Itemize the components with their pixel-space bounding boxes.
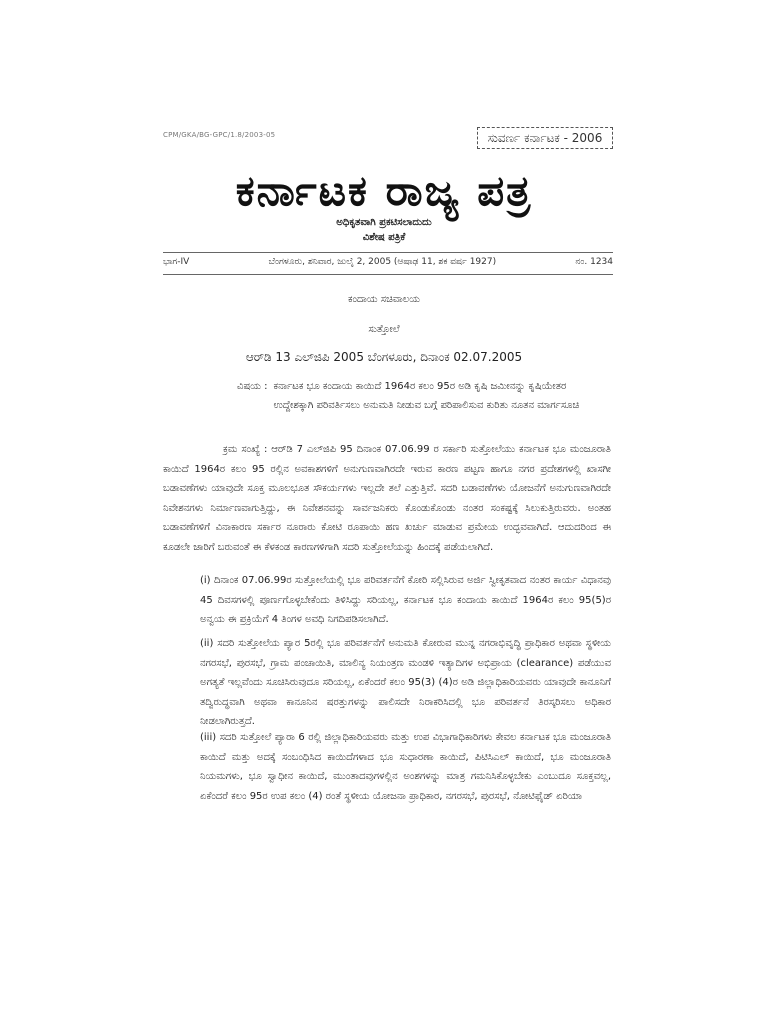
subject [237,377,607,415]
divider [163,274,613,275]
order-number: ಆರ್‌ಡಿ 13 ಎಲ್‌ಜಿಪಿ 2005 ಬೆಂಗಳೂರು, ದಿನಾಂಕ 02.07.2005 [245,350,523,364]
paragraph: ಕ್ರಮ ಸಂಖ್ಯೆ : ಆರ್‌ಡಿ 7 ಎಲ್‌ಜಿಪಿ 95 ದಿನಾಂಕ 07.06.99 ರ ಸರ್ಕಾರಿ ಸುತ್ತೋಲೆಯು ಕರ್ನಾಟಕ ಭೂ ಮಂಜೂರಾತಿ ಕಾಯಿದೆ 1964ರ ಕಲಂ 95 ರಲ್ಲಿನ ಅವಕಾಶಗಳಿಗೆ ಅನುಗುಣವಾಗಿರದೇ ಇರುವ ಕಾರಣ ಪಟ್ಟಣ ಹಾಗೂ ನಗರ ಪ್ರದೇಶಗಳಲ್ಲಿ ಖಾಸಗೀ ಬಡಾವಣೆಗಳು ಯಾವುದೇ ಸೂಕ್ತ ಮೂಲಭೂತ ಸೌಕರ್ಯಗಳು ಇಲ್ಲದೇ ತಲೆ ಎತ್ತುತ್ತಿವೆ. ಸದರಿ ಬಡಾವಣೆಗಳು ಯೋಜನೆಗೆ ಅನುಗುಣವಾಗಿರದೇ ನಿವೇಶನಗಳು ನಿರ್ಮಾಣವಾಗುತ್ತಿದ್ದು, ಈ ನಿವೇಶನವನ್ನು ಸಾರ್ವಜನಿಕರು ಕೊಂಡುಕೊಂಡು ನಂತರ ಸಂಕಷ್ಟಕ್ಕೆ ಸಿಲುಕುತ್ತಿರುವರು. ಅಂತಹ ಬಡಾವಣೆಗಳಿಗೆ ವಿನಾಕಾರಣ ಸರ್ಕಾರ ನೂರಾರು ಕೋಟಿ ರೂಪಾಯಿ ಹಣ ಖರ್ಚು ಮಾಡುವ ಪ್ರಮೇಯ ಉದ್ಭವವಾಗಿದೆ. ಆದುದರಿಂದ ಈ ಕೂಡಲೇ ಜಾರಿಗೆ ಬರುವಂತೆ ಈ ಕೆಳಕಂಡ ಕಾರಣಗಳಿಗಾಗಿ ಸದರಿ ಸುತ್ತೋಲೆಯನ್ನು ಹಿಂದಕ್ಕೆ ಪಡೆಯಲಾಗಿದೆ. [163,444,611,553]
gazette-subtitle: ಅಧಿಕೃತವಾಗಿ ಪ್ರಕಟಿಸಲಾದುದು [336,217,432,228]
notification-heading: ಸುತ್ತೋಲೆ [368,324,400,335]
paragraph-ii: (ii) ಸದರಿ ಸುತ್ತೋಲೆಯ ಪ್ಯಾರ 5ರಲ್ಲಿ ಭೂ ಪರಿವರ್ತನೆಗೆ ಅನುಮತಿ ಕೋರುವ ಮುನ್ನ ನಗರಾಭಿವೃದ್ಧಿ ಪ್ರಾಧಿಕಾರ ಅಥವಾ ಸ್ಥಳೀಯ ನಗರಸಭೆ, ಪುರಸಭೆ, ಗ್ರಾಮ ಪಂಚಾಯಿತಿ, ಮಾಲಿನ್ಯ ನಿಯಂತ್ರಣ ಮಂಡಳಿ ಇತ್ಯಾದಿಗಳ ಅಭಿಪ್ರಾಯ (clearance) ಪಡೆಯುವ ಅಗತ್ಯತೆ ಇಲ್ಲವೆಂದು ಸೂಚಿಸಿರುವುದೂ ಸರಿಯಲ್ಲ, ಏಕೆಂದರೆ ಕಲಂ 95(3) (4)ರ ಅಡಿ ಜಿಲ್ಲಾಧಿಕಾರಿಯವರು ಯಾವುದೇ ಕಾನೂನಿಗೆ ತದ್ವಿರುದ್ಧವಾಗಿ ಅಥವಾ ಕಾನೂನಿನ ಷರತ್ತುಗಳನ್ನು ಪಾಲಿಸದೇ ನಿರಾಕರಿಸಿದಲ್ಲಿ ಭೂ ಪರಿವರ್ತನೆ ತಿರಸ್ಕರಿಸಲು ಅಧಿಕಾರ ನೀಡಲಾಗಿರುತ್ತದೆ. [200,638,611,727]
reference-code: CPM/GKA/BG-GPC/1.8/2003-05 [163,131,276,139]
department: ಕಂದಾಯ ಸಚಿವಾಲಯ [348,294,420,305]
divider [163,252,613,253]
issue-meta [163,257,613,267]
paragraph-i: (i) ದಿನಾಂಕ 07.06.99ರ ಸುತ್ತೋಲೆಯಲ್ಲಿ ಭೂ ಪರಿವರ್ತನೆಗೆ ಕೋರಿ ಸಲ್ಲಿಸಿರುವ ಅರ್ಜಿ ಸ್ವೀಕೃತವಾದ ನಂತರ ಕಾರ್ಯ ವಿಧಾನವು 45 ದಿವಸಗಳಲ್ಲಿ ಪೂರ್ಣಗೊಳ್ಳಬೇಕೆಂದು ತಿಳಿಸಿದ್ದು ಸರಿಯಲ್ಲ, ಕರ್ನಾಟಕ ಭೂ ಕಂದಾಯ ಕಾಯಿದೆ 1964ರ ಕಲಂ 95(5)ರ ಅನ್ವಯ ಈ ಪ್ರಕ್ರಿಯೆಗೆ 4 ತಿಂಗಳ ಅವಧಿ ನಿಗದಿಪಡಿಸಲಾಗಿದೆ. [200,575,611,625]
issue-number: ನಂ. 1234 [575,257,613,267]
gazette-edition: ವಿಶೇಷ ಪತ್ರಿಕೆ [362,232,406,243]
subject-label: ವಿಷಯ : [237,381,268,392]
subject-text: ಕರ್ನಾಟಕ ಭೂ ಕಂದಾಯ ಕಾಯಿದೆ 1964ರ ಕಲಂ 95ರ ಅಡಿ ಕೃಷಿ ಜಮೀನನ್ನು ಕೃಷಿಯೇತರ ಉದ್ದೇಶಕ್ಕಾಗಿ ಪರಿವರ್ತಿಸಲು ಅನುಮತಿ ನೀಡುವ ಬಗ್ಗೆ ಪರಿಪಾಲಿಸುವ ಕುರಿತು ನೂತನ ಮಾರ್ಗಸೂಚಿ [273,381,580,411]
gazette-title: ಕರ್ನಾಟಕ ರಾಜ್ಯ ಪತ್ರ [235,166,533,215]
issue-date: ಬೆಂಗಳೂರು, ಶನಿವಾರ, ಜುಲೈ 2, 2005 (ಆಷಾಢ 11, ಶಕ ವರ್ಷ 1927) [268,257,497,267]
suvarna-karnataka-badge: ಸುವರ್ಣ ಕರ್ನಾಟಕ - 2006 [477,127,613,149]
paragraph-iii: (iii) ಸದರಿ ಸುತ್ತೋಲೆ ಪ್ಯಾರಾ 6 ರಲ್ಲಿ ಜಿಲ್ಲಾಧಿಕಾರಿಯವರು ಮತ್ತು ಉಪ ವಿಭಾಗಾಧಿಕಾರಿಗಳು ಕೇವಲ ಕರ್ನಾಟಕ ಭೂ ಮಂಜೂರಾತಿ ಕಾಯಿದೆ ಮತ್ತು ಅದಕ್ಕೆ ಸಂಬಂಧಿಸಿದ ಕಾಯಿದೆಗಳಾದ ಭೂ ಸುಧಾರಣಾ ಕಾಯಿದೆ, ಪಿಟಿಸಿಎಲ್ ಕಾಯಿದೆ, ಭೂ ಮಂಜೂರಾತಿ ನಿಯಮಗಳು, ಭೂ ಸ್ವಾಧೀನ ಕಾಯಿದೆ, ಮುಂತಾದವುಗಳಲ್ಲಿನ ಅಂಶಗಳನ್ನು ಮಾತ್ರ ಗಮನಿಸಿಕೊಳ್ಳಬೇಕು ಎಂಬುದೂ ಸೂಕ್ತವಲ್ಲ, ಏಕೆಂದರೆ ಕಲಂ 95ರ ಉಪ ಕಲಂ (4) ರಂತೆ ಸ್ಥಳೀಯ ಯೋಜನಾ ಪ್ರಾಧಿಕಾರ, ನಗರಸಭೆ, ಪುರಸಭೆ, ನೋಟಿಫೈಡ್ ಏರಿಯಾ [200,732,611,802]
part-label: ಭಾಗ-IV [163,257,190,267]
